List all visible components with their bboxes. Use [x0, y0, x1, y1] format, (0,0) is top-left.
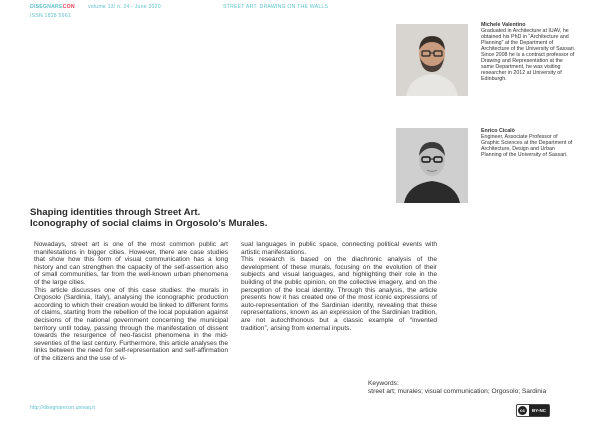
- journal-url-link[interactable]: http://disegnarecon.univaq.it: [30, 405, 95, 411]
- abstract-paragraph: Nowadays, street art is one of the most common public art manifestations in bigger cities. However, there are case studies that show how this form of visual communication has a long history and can strengthen the capacity of the self-assertion also of small communities, far from the well-known urban phenomena of the large cities.: [34, 241, 228, 286]
- keywords: [368, 380, 573, 396]
- issn: ISSN 1828 5961: [30, 13, 71, 19]
- author-bio-valentino: [481, 22, 576, 82]
- author-name: Michele Valentino: [481, 22, 526, 28]
- keywords-label: Keywords:: [368, 380, 399, 387]
- license-label: BY-NC: [529, 405, 549, 416]
- journal-brand: [30, 4, 75, 10]
- brand-prefix: DISEGNARE: [30, 4, 63, 10]
- cc-icon: cc: [519, 408, 525, 413]
- title-line-1: Shaping identities through Street Art.: [30, 207, 201, 218]
- abstract-paragraph: sual languages in public space, connecting political events with artistic manifestations.: [241, 241, 437, 256]
- keywords-text: street art; murales; visual communication; Orgosolo; Sardinia: [368, 387, 547, 395]
- section-title: STREET ART. DRAWING ON THE WALLS: [223, 4, 329, 10]
- author-photo-valentino: [396, 24, 468, 96]
- author-bio-cicalo: [481, 128, 576, 158]
- title-line-2: Iconography of social claims in Orgosolo’s Murales.: [30, 218, 268, 229]
- cc-license-badge: [516, 404, 550, 417]
- abstract-column-2: [241, 241, 437, 332]
- abstract-paragraph: This article discusses one of this case studies: the murals in Orgosolo (Sardinia, Italy), analysing the iconographic production according to which their creation would be linked to different forms of claims, starting from the rebellion of the local population against decisions of the national government concerning the municipal territory until today, passing through the manifestation of dissent towards the resurgence of neo-fascist phenomena in the mid-seventies of the last century. Furthermore, this article analyses the links between the need for self-representation and self-affirmation of the citizens and the use of vi-: [34, 286, 228, 362]
- brand-suffix: CON: [62, 4, 75, 10]
- abstract-column-1: [34, 241, 228, 363]
- abstract-paragraph: This research is based on the diachronic analysis of the development of these murals, focusing on the evolution of their subjects and visual languages, and highlighting their role in the building of the public opinion, on the collective imagery, and on the perception of the local identity. Through this analysis, the article presents how it has created one of the most iconic expressions of auto-representation of the Sardinian identity, revealing that these representations, known as an expression of the Sardinian tradition, are not autochthonous but a classic example of “invented tradition”, arising from external inputs.: [241, 256, 437, 332]
- issue-info: volume 13/ n. 24 - June 2020: [88, 4, 161, 10]
- article-title: [30, 207, 360, 229]
- author-bio-text: Graduated in Architecture at IUAV, he obtained his PhD in “Architecture and Planning” at the Department of Architecture of the University of Sassari. Since 2008 he is a contract professor of Drawing and Representation at the same Department, he was visiting researcher in 2012 at University of Edinburgh.: [481, 28, 576, 82]
- author-bio-text: Engineer, Associate Professor of Graphic Sciences at the Department of Architecture, Design and Urban Planning of the University of Sassari.: [481, 134, 573, 158]
- author-photo-cicalo: [396, 128, 468, 203]
- author-name: Enrico Cicalò: [481, 128, 515, 134]
